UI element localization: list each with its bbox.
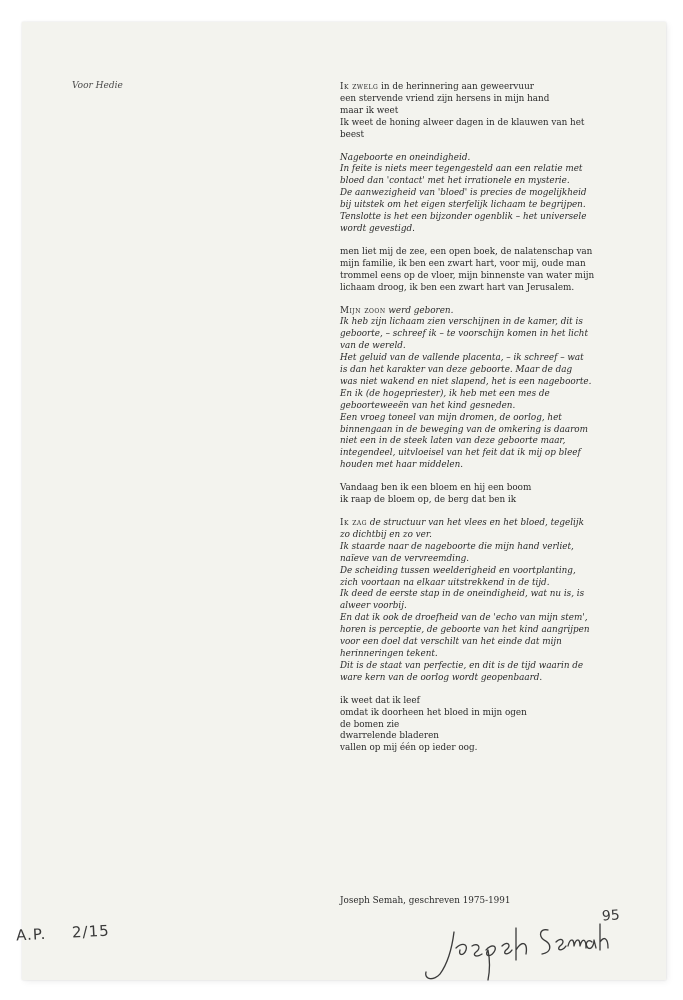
poem-line xyxy=(340,673,585,685)
line-text: En dat ik ook de droefheid van de 'echo van mijn stem', xyxy=(340,613,588,624)
stanza xyxy=(340,518,590,685)
line-text: was niet wakend en niet slapend, het is een nageboorte. xyxy=(340,376,592,387)
line-text: ik raap de bloem op, de berg dat ben ik xyxy=(340,495,517,506)
stanza xyxy=(340,153,585,236)
stanza-lead-word: Mijn zoon xyxy=(340,305,386,316)
line-text: integendeel, uitvloeisel van het feit dat ik mij op bleef xyxy=(340,448,581,459)
poem-line xyxy=(340,720,585,732)
poem-line xyxy=(340,82,585,94)
line-text: houden met haar middelen. xyxy=(340,460,464,471)
line-text: Ik staarde naar de nageboorte die mijn hand verliet, xyxy=(340,541,574,552)
line-text: Een vroeg toneel van mijn dromen, de oorlog, het xyxy=(340,412,562,423)
line-text: maar ik weet xyxy=(340,105,399,116)
poem-line xyxy=(340,661,585,673)
line-text: geboorteweeën van het kind gesneden. xyxy=(340,400,516,411)
poem-line xyxy=(340,566,585,578)
line-text: geboorte, – schreef ik – te voorschijn komen in het licht xyxy=(340,329,588,340)
line-text: Het geluid van de vallende placenta, – ik schreef – wat xyxy=(340,353,584,364)
poem-line xyxy=(340,542,585,554)
line-text: in de herinnering aan geweervuur xyxy=(378,82,534,92)
poem-line xyxy=(340,341,585,353)
stanza xyxy=(340,696,585,756)
line-text: lichaam droog, ik ben een zwart hart van Jerusalem. xyxy=(340,282,575,293)
poem-line xyxy=(340,649,585,661)
poem-line xyxy=(340,554,585,566)
line-text: werd geboren. xyxy=(385,305,454,316)
line-text: Ik heb zijn lichaam zien verschijnen in de kamer, dit is xyxy=(340,317,583,328)
line-text: En ik (de hogepriester), ik heb met een mes de xyxy=(340,388,550,399)
line-text: zich voortaan na elkaar uitstrekkend in de tijd. xyxy=(340,577,550,588)
dedication: Voor Hedie xyxy=(72,81,123,91)
poem-line xyxy=(340,530,585,542)
line-text: voor een doel dat verschilt van het einde dat mijn xyxy=(340,637,562,648)
author-credit: Joseph Semah, geschreven 1975-1991 xyxy=(340,896,511,906)
poem-line xyxy=(340,270,595,283)
poem-line xyxy=(340,212,585,224)
poem-line xyxy=(340,329,588,341)
poem-line xyxy=(340,518,585,530)
poem-line xyxy=(340,130,585,142)
poem-line xyxy=(340,376,592,389)
poem-line xyxy=(340,353,585,365)
poem-line xyxy=(340,306,585,318)
line-text: bloed dan 'contact' met het irrationele en mysterie. xyxy=(340,176,570,187)
poem-line xyxy=(340,188,585,200)
line-text: vallen op mij één op ieder oog. xyxy=(340,743,478,754)
poem-line xyxy=(340,483,585,495)
poem-line xyxy=(340,625,590,637)
poem-text xyxy=(340,82,595,766)
poem-line xyxy=(340,94,585,106)
line-text: alweer voorbij. xyxy=(340,601,407,612)
poem-line xyxy=(340,283,585,295)
poem-line xyxy=(340,696,585,708)
line-text: De scheiding tussen weelderigheid en voortplanting, xyxy=(340,565,576,576)
poem-line xyxy=(340,106,585,118)
poem-line xyxy=(340,589,585,601)
line-text: een stervende vriend zijn hersens in mijn hand xyxy=(340,93,550,104)
line-text: horen is perceptie, de geboorte van het kind aangrijpen xyxy=(340,625,590,636)
line-text: niet een in de steek laten van deze geboorte maar, xyxy=(340,436,566,447)
line-text: de structuur van het vlees en het bloed, tegelijk xyxy=(367,518,584,528)
stanza xyxy=(340,82,585,142)
paper-sheet xyxy=(22,22,666,980)
poem-line xyxy=(340,365,585,377)
signature-year: 95 xyxy=(601,907,621,925)
poem-line xyxy=(340,613,588,625)
stanza xyxy=(340,305,592,473)
line-text: ware kern van de oorlog wordt geopenbaard. xyxy=(340,672,543,683)
poem-line xyxy=(340,708,585,720)
poem-line xyxy=(340,601,585,613)
poem-line xyxy=(340,118,585,130)
poem-line xyxy=(340,176,585,188)
line-text: Nageboorte en oneindigheid. xyxy=(340,152,471,163)
line-text: ik weet dat ik leef xyxy=(340,695,420,706)
poem-line xyxy=(340,259,585,271)
line-text: Vandaag ben ik een bloem en hij een boom xyxy=(340,483,532,494)
line-text: mijn familie, ik ben een zwart hart, voor mij, oude man xyxy=(340,258,586,269)
line-text: men liet mij de zee, een open boek, de nalatenschap van xyxy=(340,246,593,257)
poem-line xyxy=(340,389,585,401)
poem-line xyxy=(340,495,585,507)
poem-line xyxy=(340,578,585,590)
poem-line xyxy=(340,424,588,437)
line-text: Ik deed de eerste stap in de oneindigheid, wat nu is, is xyxy=(340,589,585,600)
poem-line xyxy=(340,153,585,165)
edition-mark: A.P. xyxy=(15,924,47,945)
stanza-lead-word: Ik zag xyxy=(340,518,368,528)
line-text: naïeve van de vervreemding. xyxy=(340,553,470,564)
line-text: herinneringen tekent. xyxy=(340,648,438,659)
line-text: De aanwezigheid van 'bloed' is precies de mogelijkheid xyxy=(340,188,587,199)
poem-line xyxy=(340,743,585,755)
poem-line xyxy=(340,460,585,472)
line-text: In feite is niets meer tegengesteld aan een relatie met xyxy=(340,164,583,175)
handwritten-signature xyxy=(412,888,612,988)
poem-line xyxy=(340,224,585,236)
poem-line xyxy=(340,317,585,329)
poem-line xyxy=(340,200,585,212)
line-text: beest xyxy=(340,129,365,140)
stanza-lead-word: Ik zwelg xyxy=(340,82,379,92)
poem-line xyxy=(340,164,585,176)
line-text: dwarrelende bladeren xyxy=(340,731,439,742)
line-text: is dan het karakter van deze geboorte. Maar de dag xyxy=(340,365,573,376)
poem-line xyxy=(340,246,593,259)
line-text: binnengaan in de beweging van de omkering is daarom xyxy=(340,424,588,435)
line-text: de bomen zie xyxy=(340,719,400,730)
poem-line xyxy=(340,731,585,743)
poem-line xyxy=(340,436,585,448)
poem-line xyxy=(340,413,585,425)
poem-line xyxy=(340,401,585,413)
line-text: Dit is de staat van perfectie, en dit is de tijd waarin de xyxy=(340,660,584,671)
line-text: wordt gevestigd. xyxy=(340,223,415,234)
line-text: Ik weet de honing alweer dagen in de klauwen van het xyxy=(340,117,585,128)
line-text: Tenslotte is het een bijzonder ogenblik – het universele xyxy=(340,212,587,223)
poem-line xyxy=(340,448,585,460)
stanza xyxy=(340,483,585,507)
line-text: trommel eens op de vloer, mijn binnenste van water mijn xyxy=(340,270,595,281)
stanza xyxy=(340,246,595,295)
line-text: bij uitstek om het eigen sterfelijk lichaam te begrijpen. xyxy=(340,200,586,211)
poem-line xyxy=(340,637,585,649)
line-text: van de wereld. xyxy=(340,341,406,352)
line-text: omdat ik doorheen het bloed in mijn ogen xyxy=(340,707,527,718)
line-text: zo dichtbij en zo ver. xyxy=(340,529,432,540)
edition-count: 2/15 xyxy=(71,921,111,942)
